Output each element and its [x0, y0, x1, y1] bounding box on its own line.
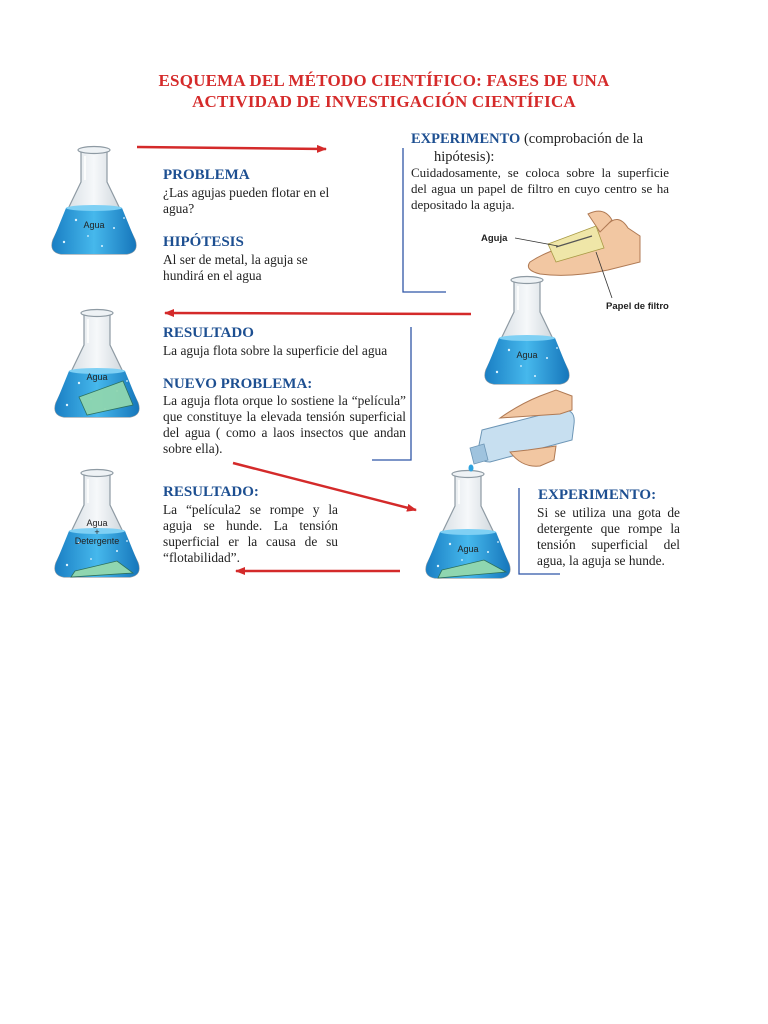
callout-aguja: Aguja	[481, 233, 508, 244]
experimento-1-heading-line2: hipótesis):	[434, 149, 495, 165]
flask-label: Agua	[83, 220, 105, 230]
flask-agua-detergente	[55, 470, 139, 578]
flask-label: Agua	[516, 350, 538, 360]
arrow-experiment-to-result	[165, 313, 471, 314]
arrow-problem-to-experiment	[137, 147, 326, 149]
flask-label-detergente: Detergente	[74, 536, 120, 546]
nuevo-problema-text: La aguja flota orque lo sostiene la “película” que constituye la elevada tensión superficial del agua ( como a laos insectos que andan sobre ella).	[163, 393, 406, 456]
hipotesis-text: Al ser de metal, la aguja se hundirá en el agua	[163, 252, 308, 283]
resultado-1-text: La aguja flota sobre la superficie del agua	[163, 343, 388, 358]
flask-agua-resultado	[55, 310, 139, 418]
nuevo-problema-heading: NUEVO PROBLEMA:	[163, 376, 313, 392]
callout-papel-de-filtro: Papel de filtro	[606, 301, 669, 312]
resultado-2-heading: RESULTADO:	[163, 484, 259, 500]
experimento-1-heading: EXPERIMENTO	[411, 131, 521, 147]
experimento-1-text: Cuidadosamente, se coloca sobre la superficie del agua un papel de filtro en cuyo centro se ha depositado la aguja.	[411, 165, 669, 212]
experimento-2-text: Si se utiliza una gota de detergente que rompe la tensión superficial del agua, la aguja se hunde.	[537, 505, 680, 568]
experimento-2-heading: EXPERIMENTO:	[538, 487, 657, 503]
problema-heading: PROBLEMA	[163, 167, 250, 183]
flask-agua-problema	[52, 147, 136, 255]
flask-label-plus: +	[94, 527, 100, 537]
problema-text: ¿Las agujas pueden flotar en el agua?	[163, 185, 330, 216]
flask-agua-experimento	[485, 277, 569, 385]
experimento-1-header	[411, 130, 671, 166]
hand-with-filter-paper	[481, 211, 669, 312]
flask-agua-experimento-2	[426, 471, 510, 579]
title-line-1: ESQUEMA DEL MÉTODO CIENTÍFICO: FASES DE UNA	[158, 71, 610, 90]
hipotesis-heading: HIPÓTESIS	[163, 234, 244, 250]
hand-with-detergent-bottle	[469, 390, 575, 472]
resultado-2-text: La “película2 se rompe y la aguja se hunde. La tensión superficial er la causa de su “flotabilidad”.	[163, 502, 338, 565]
flask-label: Agua	[457, 544, 479, 554]
resultado-1-heading: RESULTADO	[163, 325, 254, 341]
experimento-1-heading-suffix: (comprobación de la	[520, 131, 644, 147]
flask-label-agua: Agua	[86, 518, 108, 528]
title-line-2: ACTIVIDAD DE INVESTIGACIÓN CIENTÍFICA	[192, 92, 576, 111]
flask-label: Agua	[86, 372, 108, 382]
